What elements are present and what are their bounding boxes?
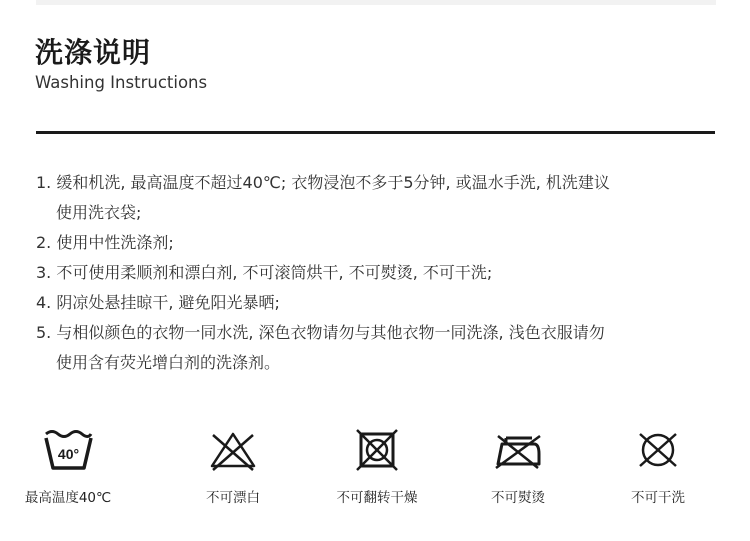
care-symbol-label: 不可干洗 — [631, 490, 685, 506]
instruction-number: 2. — [36, 233, 52, 252]
care-symbol-no-iron — [453, 428, 583, 506]
care-symbol-wash-40 — [3, 428, 133, 506]
care-symbol-no-dry-clean — [593, 428, 723, 506]
care-symbol-label: 最高温度40℃ — [24, 490, 112, 506]
instruction-list — [36, 168, 716, 378]
instruction-number: 5. — [36, 323, 52, 342]
no-tumble-dry-icon — [351, 428, 403, 472]
section-divider — [36, 131, 715, 134]
instruction-item — [36, 288, 716, 318]
instruction-number: 1. — [36, 173, 52, 192]
care-symbol-no-bleach — [168, 428, 298, 506]
instruction-item — [36, 228, 716, 258]
no-dry-clean-icon — [632, 428, 684, 472]
care-symbol-label: 不可熨烫 — [491, 490, 545, 506]
instruction-item — [36, 258, 716, 288]
instruction-text: 不可使用柔顺剂和漂白剂, 不可滚筒烘干, 不可熨烫, 不可干洗; — [56, 263, 493, 282]
page-title: 洗涤说明 — [35, 36, 152, 69]
instruction-text: 与相似颜色的衣物一同水洗, 深色衣物请勿与其他衣物一同洗涤, 浅色衣服请勿 — [56, 323, 605, 342]
instruction-text-continued: 使用含有荧光增白剂的洗涤剂。 — [56, 353, 281, 372]
instruction-text: 阴凉处悬挂晾干, 避免阳光暴晒; — [56, 293, 280, 312]
instruction-text-continued: 使用洗衣袋; — [56, 203, 142, 222]
wash-40-icon — [42, 428, 94, 472]
care-symbol-label: 不可翻转干燥 — [336, 490, 418, 506]
wash-temperature-text: 40° — [57, 446, 80, 462]
instruction-text: 缓和机洗, 最高温度不超过40℃; 衣物浸泡不多于5分钟, 或温水手洗, 机洗建议 — [56, 173, 610, 192]
no-bleach-icon — [207, 428, 259, 472]
care-symbol-no-tumble-dry — [312, 428, 442, 506]
page-subtitle: Washing Instructions — [35, 73, 208, 92]
care-symbol-label: 不可漂白 — [206, 490, 260, 506]
no-iron-icon — [492, 428, 544, 472]
instruction-item — [36, 168, 716, 228]
instruction-text: 使用中性洗涤剂; — [56, 233, 174, 252]
top-divider — [36, 0, 716, 5]
instruction-item — [36, 318, 716, 378]
instruction-number: 3. — [36, 263, 52, 282]
instruction-number: 4. — [36, 293, 52, 312]
